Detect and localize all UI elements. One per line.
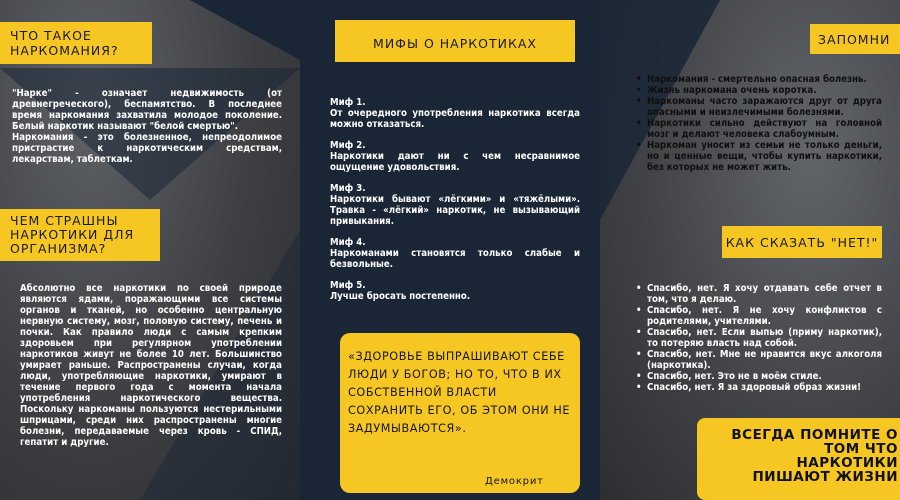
myth-title: Миф 4. [330,237,366,248]
remember-item: • Наркомания - смертельно опасная болезнь. [636,74,882,85]
myth-item [330,237,580,270]
myth-title: Миф 5. [330,280,366,291]
myth-item [330,280,580,302]
say-no-item: • Спасибо, нет. Я хочу отдавать себе отчет в том, что я делаю. [636,283,882,305]
myths-title: МИФЫ О НАРКОТИКАХ [335,20,575,62]
myth-item [330,97,580,130]
remember-item: • Наркоманы часто заражаются друг от друга опасными и неизлечимыми болезнями. [636,96,882,118]
myth-title: Миф 3. [330,183,366,194]
myth-title: Миф 1. [330,97,366,108]
myth-title: Миф 2. [330,140,366,151]
addiction-paragraph: Наркомания - это болезненное, непреодолимое пристрастие к наркотическим средствам, лекарствам, таблеткам. [12,132,282,165]
why-drugs-dangerous-title: ЧЕМ СТРАШНЫ НАРКОТИКИ ДЛЯ ОРГАНИЗМА? [0,209,160,261]
drugs-harm-text: Абсолютно все наркотики по своей природе являются ядами, поражающими все системы органов и тканей, но особенно центральную нервную систему, мозг, половую систему, печень и почки. Как правило люди с самым крепким здоровьем при регулярном употреблении наркотиков живут не более 10 лет. Большинство умирает раньше. Распространены случаи, когда люди, употребляющие наркотики, умирают в течение первого года с момента начала употребления наркотического вещества. Поскольку наркоманы пользуются нестерильными шприцами, среди них распространены многие болезни, передаваемые через кровь - СПИД, гепатит и другие. [20,283,282,448]
say-no-item: • Спасибо, нет. Если выпью (приму наркотик), то потеряю власть над собой. [636,327,882,349]
remember-item: • Наркотики сильно действуют на головной мозг и делают человека слабоумным. [636,118,882,140]
remember-title: ЗАПОМНИ [810,24,900,54]
remember-item: • Наркоман уносит из семьи не только деньги, но и ценные вещи, чтобы купить наркотики, без которых не может жить. [636,140,882,173]
definition-paragraph: "Нарке" - означает недвижимость (от древнегреческого), беспамятство. В последнее время наркомания захватила молодое поколение. Белый наркотик называют "белой смертью". [12,88,282,132]
say-no-item: • Спасибо, нет. Это не в моём стиле. [636,371,882,382]
myth-item [330,140,580,173]
what-is-addiction-title: ЧТО ТАКОЕ НАРКОМАНИЯ? [0,22,152,64]
myth-text: Лучше бросать постепенно. [330,291,471,302]
myth-text: От очередного употребления наркотика всегда можно отказаться. [330,108,580,130]
how-to-say-no-title: КАК СКАЗАТЬ "НЕТ!" [722,226,882,258]
say-no-list [636,283,882,393]
myth-text: Наркотики бывают «лёгкими» и «тяжёлыми». Травка - «лёгкий» наркотик, не вызывающий привыкания. [330,194,580,227]
myth-text: Наркотики дают ни с чем несравнимое ощущение удовольствия. [330,151,580,173]
addiction-definition-text [12,88,282,165]
remember-item: • Жизнь наркомана очень коротка. [636,85,882,96]
always-remember-banner: ВСЕГДА ПОМНИТЕ О ТОМ ЧТО НАРКОТИКИ ПИШАЮТ ЖИЗНИ [731,427,898,485]
myth-item [330,183,580,227]
myths-list [330,97,580,312]
quote-author: Демокрит [485,476,544,487]
remember-list [636,74,882,173]
say-no-item: • Спасибо, нет. Я за здоровый образ жизни! [636,382,882,393]
say-no-item: • Спасибо, нет. Я не хочу конфликтов с родителями, учителями. [636,305,882,327]
say-no-item: • Спасибо, нет. Мне не нравится вкус алкоголя (наркотика). [636,349,882,371]
democritus-quote: «ЗДОРОВЬЕ ВЫПРАШИВАЮТ СЕБЕ ЛЮДИ У БОГОВ; НО ТО, ЧТО В ИХ СОБСТВЕННОЙ ВЛАСТИ СОХРАНИТЬ ЕГО, ОБ ЭТОМ ОНИ НЕ ЗАДУМЫВАЮТСЯ». [348,350,571,435]
myth-text: Наркоманами становятся только слабые и безвольные. [330,248,580,270]
